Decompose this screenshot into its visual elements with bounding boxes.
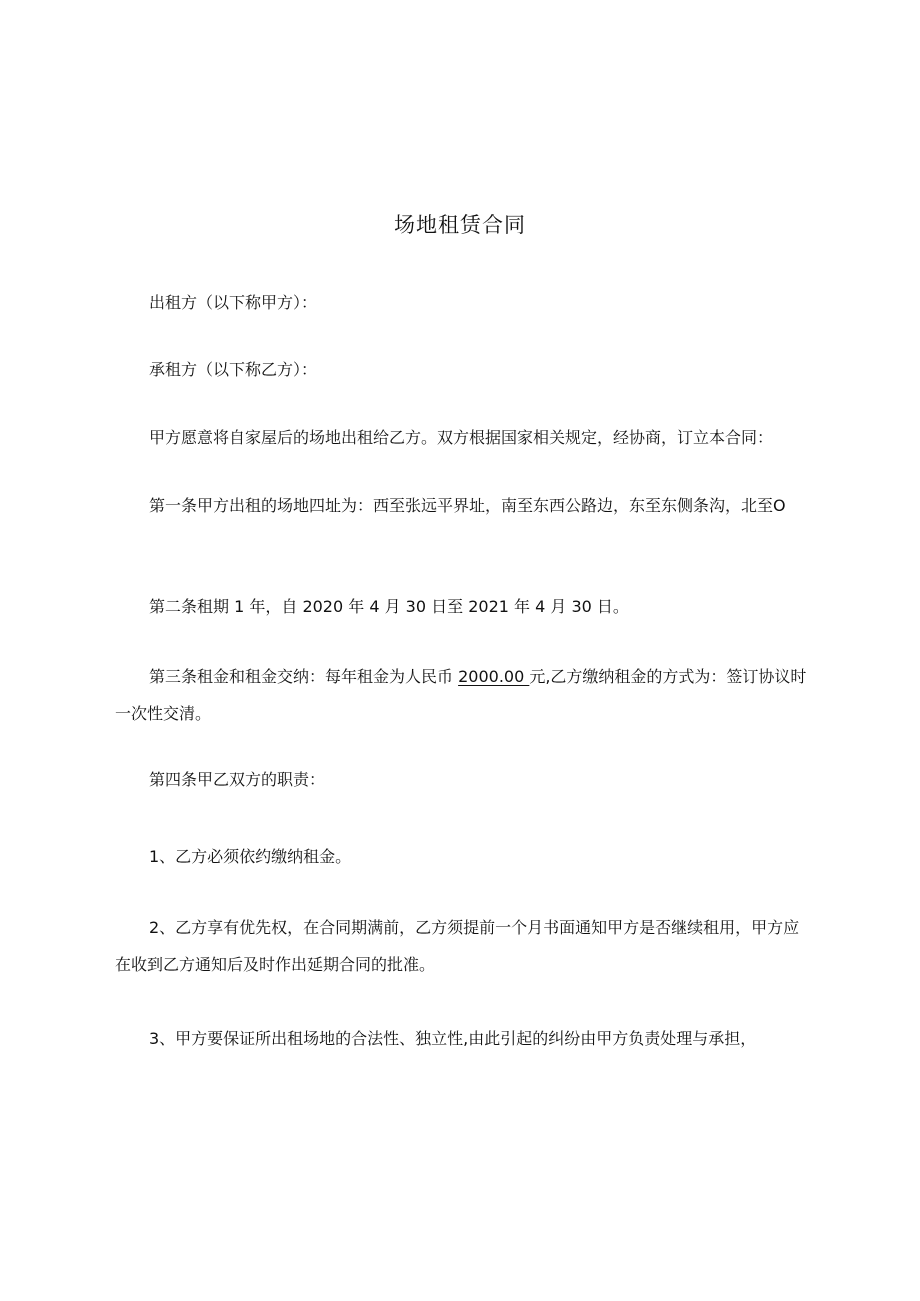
duty-item-3: 3、甲方要保证所出租场地的合法性、独立性,由此引起的纠纷由甲方负责处理与承担， [149, 1029, 757, 1048]
lessor-line: 出租方（以下称甲方）： [149, 293, 318, 312]
document-title: 场地租赁合同 [394, 213, 526, 237]
rent-amount: 2000.00 [458, 667, 530, 686]
article-4: 第四条甲乙双方的职责： [149, 770, 326, 789]
article-3-text-before: 第三条租金和租金交纳：每年租金为人民币 [149, 667, 459, 686]
duty-item-2: 2、乙方享有优先权，在合同期满前，乙方须提前一个月书面通知甲方是否继续租用，甲方应在收到乙方通知后及时作出延期合同的批准。 [115, 918, 800, 974]
article-2: 第二条租期 1 年，自 2020 年 4 月 30 日至 2021 年 4 月 30 日。 [149, 597, 629, 616]
duty-item-1: 1、乙方必须依约缴纳租金。 [149, 847, 352, 866]
lessee-line: 承租方（以下称乙方）： [149, 360, 318, 379]
article-3 [115, 658, 815, 732]
article-3-text-after: 元,乙方缴纳租金的方式为：签订协议时一次性交清。 [115, 667, 807, 723]
intro-paragraph: 甲方愿意将自家屋后的场地出租给乙方。双方根据国家相关规定，经协商，订立本合同： [149, 428, 774, 447]
article-1: 第一条甲方出租的场地四址为：西至张远平界址，南至东西公路边，东至东侧条沟，北至O [149, 496, 786, 515]
